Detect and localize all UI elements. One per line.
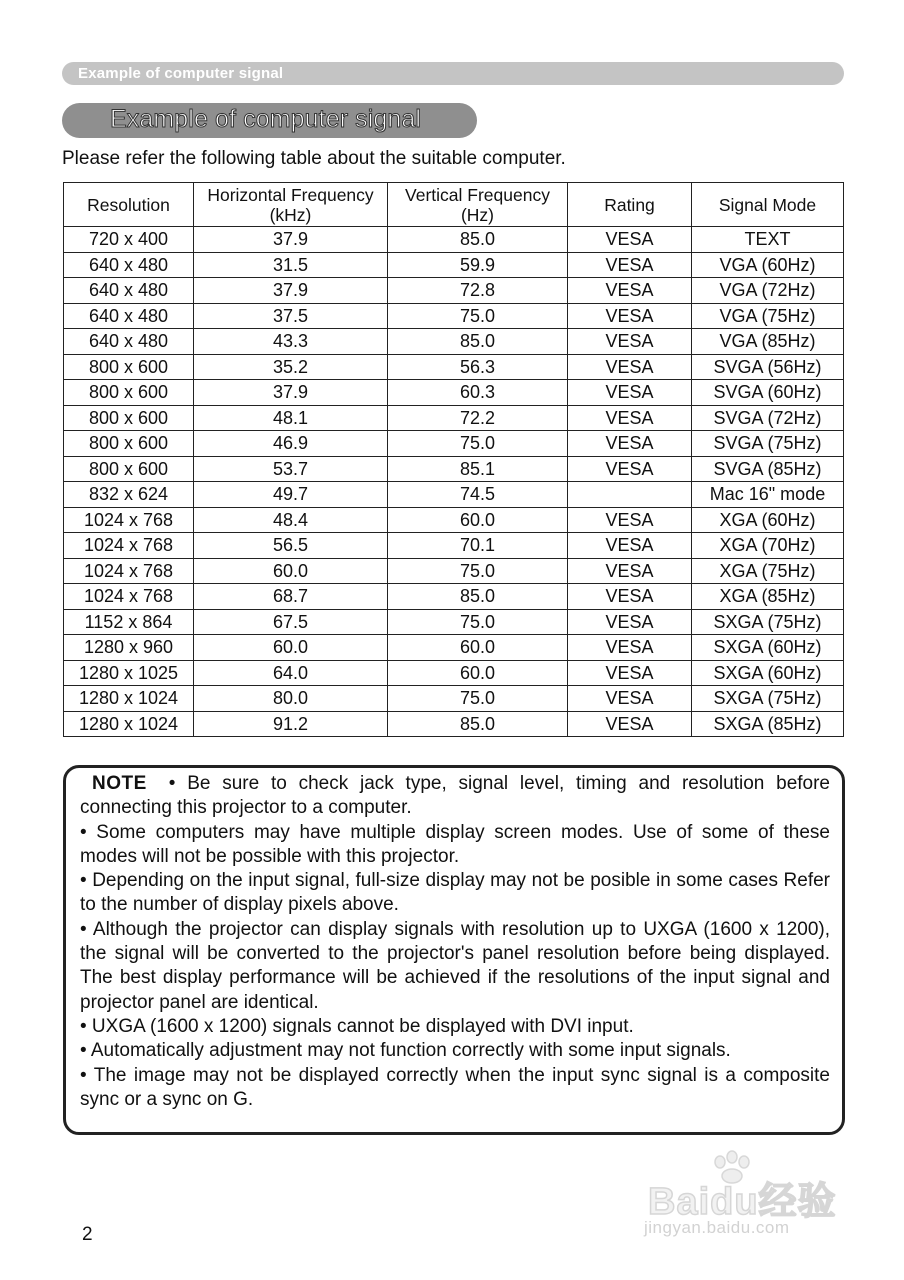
cell-resolution: 800 x 600: [64, 354, 194, 380]
cell-resolution: 832 x 624: [64, 482, 194, 508]
cell-rating: VESA: [568, 278, 692, 304]
table-row: [64, 329, 844, 355]
cell-rating: VESA: [568, 329, 692, 355]
note-paragraph: [80, 772, 830, 821]
note-box: [63, 765, 845, 1135]
cell-signal-mode: VGA (85Hz): [692, 329, 844, 355]
cell-horizontal-frequency: 60.0: [194, 558, 388, 584]
cell-resolution: 640 x 480: [64, 278, 194, 304]
cell-vertical-frequency: 85.0: [388, 227, 568, 253]
cell-signal-mode: SVGA (85Hz): [692, 456, 844, 482]
cell-signal-mode: SVGA (75Hz): [692, 431, 844, 457]
cell-vertical-frequency: 60.0: [388, 660, 568, 686]
cell-signal-mode: XGA (85Hz): [692, 584, 844, 610]
watermark: [640, 1150, 850, 1242]
table-row: [64, 635, 844, 661]
note-paragraph: • Although the projector can display signals with resolution up to UXGA (1600 x 1200), the signal will be converted to the projector's panel resolution before being displayed. The best display performance will be achieved if the resolutions of the input signal and projector panel are identical.: [80, 918, 830, 1013]
table-row: [64, 380, 844, 406]
cell-vertical-frequency: 75.0: [388, 431, 568, 457]
note-paragraph-text: • Be sure to check jack type, signal level, timing and resolution before connecting this projector to a computer.: [80, 773, 830, 819]
cell-rating: VESA: [568, 380, 692, 406]
cell-signal-mode: SXGA (60Hz): [692, 660, 844, 686]
page-title: Example of computer signal: [110, 105, 422, 133]
page-number: 2: [82, 1224, 93, 1245]
table-row: [64, 227, 844, 253]
cell-horizontal-frequency: 43.3: [194, 329, 388, 355]
cell-rating: VESA: [568, 507, 692, 533]
table-row: [64, 533, 844, 559]
cell-resolution: 640 x 480: [64, 252, 194, 278]
cell-resolution: 1152 x 864: [64, 609, 194, 635]
cell-resolution: 1280 x 1025: [64, 660, 194, 686]
cell-signal-mode: XGA (75Hz): [692, 558, 844, 584]
table-row: [64, 584, 844, 610]
table-row: [64, 456, 844, 482]
cell-rating: VESA: [568, 660, 692, 686]
cell-horizontal-frequency: 53.7: [194, 456, 388, 482]
table-row: [64, 431, 844, 457]
note-paragraph: • Automatically adjustment may not function correctly with some input signals.: [80, 1040, 731, 1062]
cell-rating: VESA: [568, 558, 692, 584]
cell-resolution: 1280 x 1024: [64, 711, 194, 737]
cell-resolution: 1024 x 768: [64, 558, 194, 584]
cell-signal-mode: Mac 16" mode: [692, 482, 844, 508]
cell-signal-mode: SVGA (72Hz): [692, 405, 844, 431]
cell-vertical-frequency: 70.1: [388, 533, 568, 559]
cell-signal-mode: VGA (75Hz): [692, 303, 844, 329]
cell-vertical-frequency: 85.0: [388, 711, 568, 737]
cell-horizontal-frequency: 60.0: [194, 635, 388, 661]
table-row: [64, 405, 844, 431]
cell-horizontal-frequency: 37.9: [194, 278, 388, 304]
cell-horizontal-frequency: 91.2: [194, 711, 388, 737]
col-header-horizontal-frequency-unit: (kHz): [269, 204, 312, 225]
col-header-signal-mode: Signal Mode: [692, 183, 844, 227]
col-header-vertical-frequency-label: Vertical Frequency: [405, 184, 550, 205]
cell-vertical-frequency: 59.9: [388, 252, 568, 278]
col-header-horizontal-frequency-label: Horizontal Frequency: [207, 184, 374, 205]
cell-rating: VESA: [568, 303, 692, 329]
col-header-vertical-frequency-unit: (Hz): [460, 204, 495, 225]
col-header-rating: Rating: [568, 183, 692, 227]
cell-vertical-frequency: 85.1: [388, 456, 568, 482]
table-row: [64, 303, 844, 329]
cell-signal-mode: XGA (60Hz): [692, 507, 844, 533]
note-paragraph: • Depending on the input signal, full-size display may not be posible in some cases Refer to the number of display pixels above.: [80, 870, 830, 916]
cell-horizontal-frequency: 48.1: [194, 405, 388, 431]
table-row: [64, 711, 844, 737]
cell-vertical-frequency: 60.0: [388, 507, 568, 533]
cell-resolution: 800 x 600: [64, 431, 194, 457]
cell-horizontal-frequency: 48.4: [194, 507, 388, 533]
table-header-row: [64, 183, 844, 227]
note-paragraph: • Some computers may have multiple display screen modes. Use of some of these modes will not be possible with this projector.: [80, 821, 830, 867]
intro-text: Please refer the following table about the suitable computer.: [62, 148, 566, 169]
cell-horizontal-frequency: 64.0: [194, 660, 388, 686]
cell-vertical-frequency: 72.2: [388, 405, 568, 431]
cell-resolution: 800 x 600: [64, 405, 194, 431]
cell-horizontal-frequency: 31.5: [194, 252, 388, 278]
cell-rating: VESA: [568, 635, 692, 661]
table-row: [64, 660, 844, 686]
signal-table: [63, 182, 844, 737]
cell-vertical-frequency: 75.0: [388, 686, 568, 712]
cell-vertical-frequency: 75.0: [388, 558, 568, 584]
cell-resolution: 640 x 480: [64, 303, 194, 329]
section-header-text: Example of computer signal: [78, 65, 284, 82]
col-header-vertical-frequency: [388, 183, 568, 227]
note-label: NOTE: [92, 773, 147, 794]
cell-signal-mode: SXGA (60Hz): [692, 635, 844, 661]
table-row: [64, 354, 844, 380]
note-paragraph: • The image may not be displayed correctly when the input sync signal is a composite sync or a sync on G.: [80, 1064, 830, 1110]
cell-vertical-frequency: 85.0: [388, 584, 568, 610]
cell-signal-mode: VGA (60Hz): [692, 252, 844, 278]
col-header-resolution: Resolution: [64, 183, 194, 227]
cell-vertical-frequency: 72.8: [388, 278, 568, 304]
cell-signal-mode: SVGA (56Hz): [692, 354, 844, 380]
cell-rating: VESA: [568, 533, 692, 559]
table-row: [64, 252, 844, 278]
cell-horizontal-frequency: 67.5: [194, 609, 388, 635]
cell-rating: VESA: [568, 252, 692, 278]
note-content: [80, 772, 830, 1112]
cell-resolution: 800 x 600: [64, 456, 194, 482]
cell-horizontal-frequency: 68.7: [194, 584, 388, 610]
cell-resolution: 720 x 400: [64, 227, 194, 253]
cell-signal-mode: SXGA (75Hz): [692, 686, 844, 712]
cell-vertical-frequency: 60.3: [388, 380, 568, 406]
signal-table-body: [64, 227, 844, 737]
cell-rating: VESA: [568, 711, 692, 737]
cell-rating: VESA: [568, 456, 692, 482]
cell-rating: VESA: [568, 431, 692, 457]
page-title-banner: [62, 103, 477, 138]
cell-resolution: 1024 x 768: [64, 507, 194, 533]
cell-horizontal-frequency: 37.9: [194, 380, 388, 406]
cell-horizontal-frequency: 49.7: [194, 482, 388, 508]
cell-resolution: 1024 x 768: [64, 533, 194, 559]
table-row: [64, 609, 844, 635]
cell-horizontal-frequency: 56.5: [194, 533, 388, 559]
cell-horizontal-frequency: 80.0: [194, 686, 388, 712]
cell-signal-mode: TEXT: [692, 227, 844, 253]
cell-rating: VESA: [568, 227, 692, 253]
cell-horizontal-frequency: 46.9: [194, 431, 388, 457]
watermark-logo-text: Baidu经验: [648, 1181, 837, 1223]
table-row: [64, 482, 844, 508]
cell-vertical-frequency: 75.0: [388, 303, 568, 329]
note-paragraph: • UXGA (1600 x 1200) signals cannot be displayed with DVI input.: [80, 1015, 634, 1037]
cell-resolution: 1280 x 960: [64, 635, 194, 661]
cell-signal-mode: XGA (70Hz): [692, 533, 844, 559]
cell-vertical-frequency: 74.5: [388, 482, 568, 508]
cell-resolution: 1280 x 1024: [64, 686, 194, 712]
cell-signal-mode: SXGA (85Hz): [692, 711, 844, 737]
cell-signal-mode: SXGA (75Hz): [692, 609, 844, 635]
cell-horizontal-frequency: 35.2: [194, 354, 388, 380]
cell-vertical-frequency: 75.0: [388, 609, 568, 635]
cell-vertical-frequency: 85.0: [388, 329, 568, 355]
cell-rating: VESA: [568, 405, 692, 431]
cell-rating: VESA: [568, 354, 692, 380]
table-row: [64, 686, 844, 712]
table-row: [64, 558, 844, 584]
cell-signal-mode: VGA (72Hz): [692, 278, 844, 304]
table-row: [64, 278, 844, 304]
table-row: [64, 507, 844, 533]
cell-resolution: 1024 x 768: [64, 584, 194, 610]
cell-rating: VESA: [568, 686, 692, 712]
section-header-bar: [62, 62, 844, 85]
cell-horizontal-frequency: 37.5: [194, 303, 388, 329]
cell-signal-mode: SVGA (60Hz): [692, 380, 844, 406]
cell-vertical-frequency: 56.3: [388, 354, 568, 380]
cell-resolution: 640 x 480: [64, 329, 194, 355]
cell-horizontal-frequency: 37.9: [194, 227, 388, 253]
col-header-horizontal-frequency: [194, 183, 388, 227]
watermark-url: jingyan.baidu.com: [644, 1218, 790, 1237]
cell-rating: [568, 482, 692, 508]
cell-rating: VESA: [568, 584, 692, 610]
cell-rating: VESA: [568, 609, 692, 635]
cell-vertical-frequency: 60.0: [388, 635, 568, 661]
cell-resolution: 800 x 600: [64, 380, 194, 406]
